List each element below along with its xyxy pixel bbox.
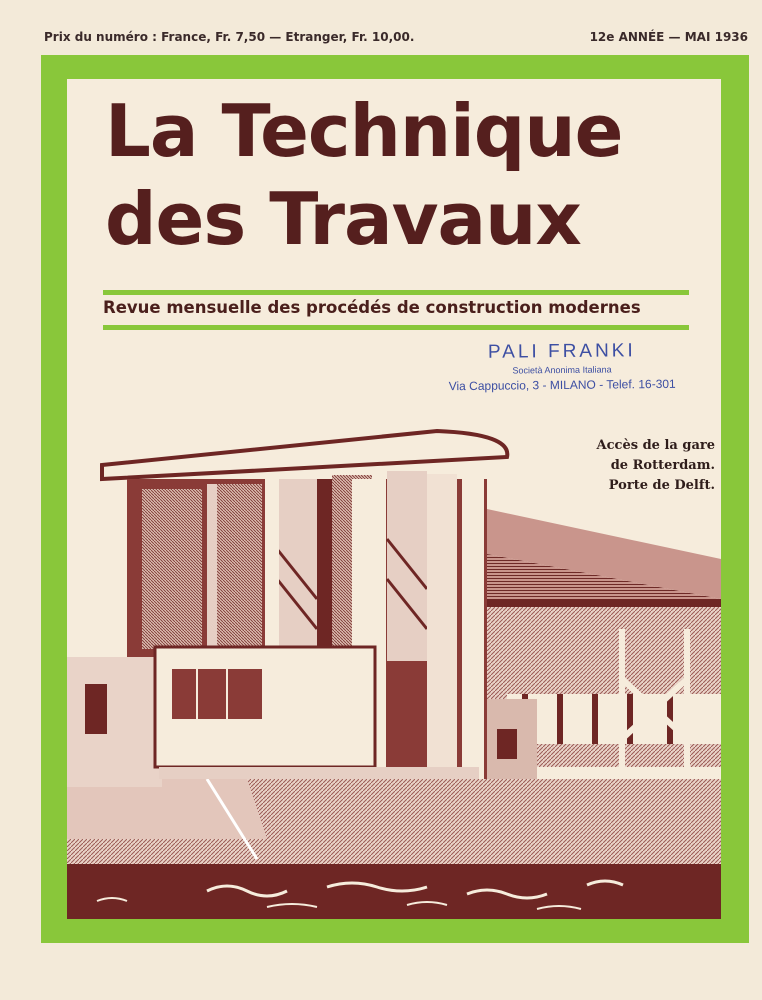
- title-line-1: La Technique: [105, 89, 623, 173]
- caption-line-3: Porte de Delft.: [608, 478, 715, 493]
- stamp-company-type: Società Anonima Italiana: [512, 364, 612, 376]
- price-line: Prix du numéro : France, Fr. 7,50 — Etranger, Fr. 10,00.: [44, 30, 415, 44]
- green-cover-frame: [41, 55, 749, 943]
- masthead-top-line: [44, 30, 748, 50]
- caption-line-1: Accès de la gare: [596, 438, 715, 453]
- cover-panel: [67, 79, 721, 919]
- issue-date: 12e ANNÉE — MAI 1936: [589, 30, 748, 44]
- caption-line-2: de Rotterdam.: [610, 458, 715, 473]
- magazine-subtitle: Revue mensuelle des procédés de construction modernes: [103, 298, 641, 317]
- station-illustration: [67, 79, 721, 919]
- stamp-company-name: PALI FRANKI: [487, 340, 636, 363]
- title-line-2: des Travaux: [105, 177, 581, 261]
- stamp-address: Via Cappuccio, 3 - MILANO - Telef. 16-301: [448, 376, 676, 394]
